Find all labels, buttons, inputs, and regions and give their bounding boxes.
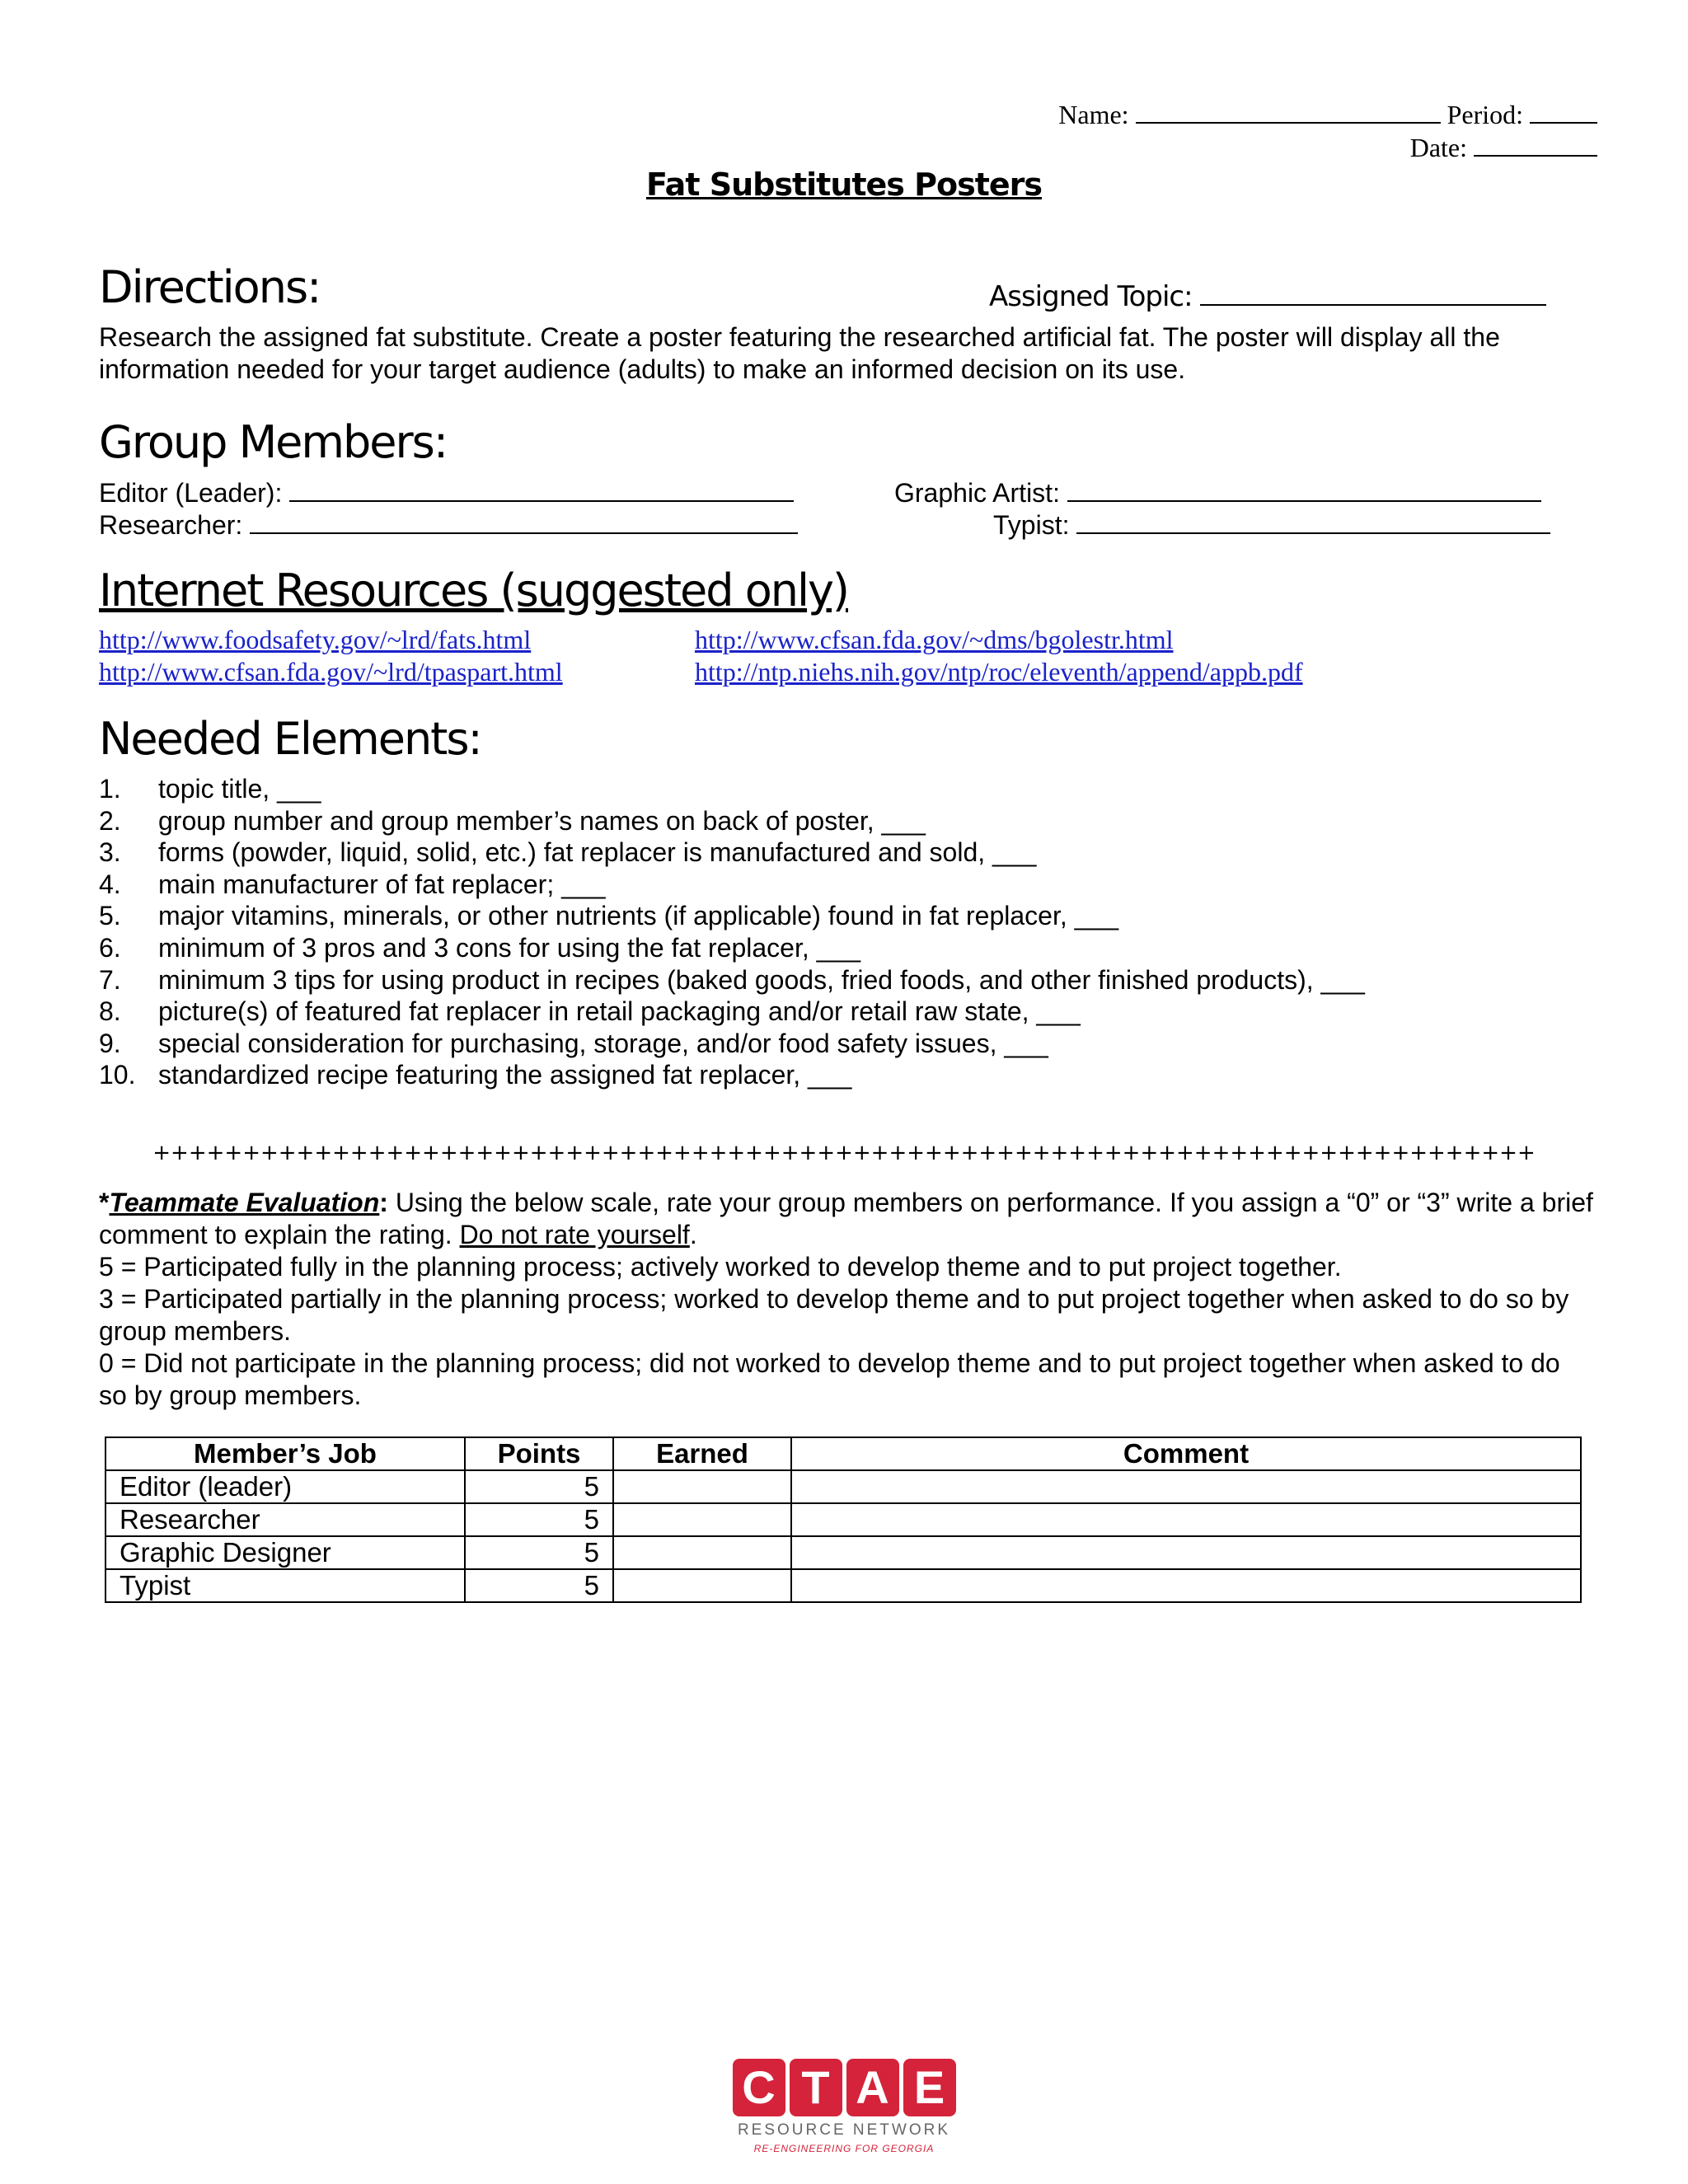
evaluation-label: Teammate Evaluation (109, 1188, 380, 1217)
list-item: 3. forms (powder, liquid, solid, etc.) fat replacer is manufactured and sold, ___ (99, 837, 1037, 868)
job-cell: Typist (106, 1569, 465, 1602)
job-cell: Graphic Designer (106, 1536, 465, 1569)
job-cell: Editor (leader) (106, 1470, 465, 1503)
job-cell: Researcher (106, 1503, 465, 1536)
table-row (106, 1470, 1581, 1503)
ctae-letter: C (733, 2059, 785, 2116)
earned-cell[interactable] (613, 1569, 791, 1602)
typist-label: Typist: (993, 510, 1070, 540)
resource-link-4[interactable]: http://ntp.niehs.nih.gov/ntp/roc/eleventh/append/appb.pdf (695, 657, 1303, 687)
typist-row (993, 508, 1550, 541)
points-cell: 5 (465, 1536, 613, 1569)
researcher-field[interactable] (250, 508, 798, 534)
earned-cell[interactable] (613, 1470, 791, 1503)
scale-3: 3 = Participated partially in the planning process; worked to develop theme and to put project together when asked to do so by group members. (99, 1284, 1569, 1346)
graphic-artist-row (894, 476, 1541, 509)
scale-0: 0 = Did not participate in the planning process; did not worked to develop theme and to put project together when asked to do so by group members. (99, 1348, 1560, 1410)
ctae-letter: T (790, 2059, 842, 2116)
assigned-topic-label: Assigned Topic: (989, 280, 1193, 313)
header-earned: Earned (613, 1437, 791, 1470)
comment-cell[interactable] (791, 1536, 1581, 1569)
list-item: 10. standardized recipe featuring the assigned fat replacer, ___ (99, 1060, 852, 1090)
ctae-letter-boxes (719, 2059, 969, 2116)
assigned-topic-field[interactable] (1200, 281, 1546, 306)
period-field[interactable] (1530, 97, 1597, 124)
page-title: Fat Substitutes Posters (645, 166, 1043, 203)
header-job: Member’s Job (106, 1437, 465, 1470)
list-item: 2. group number and group member’s names on back of poster, ___ (99, 805, 926, 836)
typist-field[interactable] (1076, 508, 1550, 534)
list-item: 5. major vitamins, minerals, or other nutrients (if applicable) found in fat replacer, ___ (99, 901, 1118, 931)
table-row (106, 1569, 1581, 1602)
comment-cell[interactable] (791, 1503, 1581, 1536)
list-item: 7. minimum 3 tips for using product in recipes (baked goods, fried foods, and other finished products), ___ (99, 964, 1365, 995)
group-members-heading: Group Members: (99, 416, 448, 468)
points-cell: 5 (465, 1569, 613, 1602)
name-period-row (1058, 97, 1597, 130)
list-item: 9. special consideration for purchasing, storage, and/or food safety issues, ___ (99, 1028, 1048, 1058)
directions-text: Research the assigned fat substitute. Create a poster featuring the researched artificial fat. The poster will display all the information needed for your target audience (adults) to make an informed decision on its use. (99, 322, 1500, 384)
evaluation-scale (99, 1251, 1595, 1412)
no-self-rating-note: Do not rate yourself (459, 1220, 690, 1249)
divider: +++++++++++++++++++++++++++++++++++++++++++++++++++++++++++++++++++++++++++++ (152, 1141, 1536, 1165)
directions-heading: Directions: (99, 261, 321, 313)
list-item: 4. main manufacturer of fat replacer; ___ (99, 869, 606, 899)
date-label: Date: (1409, 133, 1467, 162)
table-row (106, 1503, 1581, 1536)
evaluation-intro: *Teammate Evaluation: Using the below scale, rate your group members on performance. If you assign a “0” or “3” write a brief comment to explain the rating. Do not rate yourself. (99, 1188, 1593, 1249)
name-label: Name: (1058, 100, 1129, 129)
editor-field[interactable] (289, 476, 794, 502)
editor-row (99, 476, 794, 509)
list-item: 6. minimum of 3 pros and 3 cons for using the fat replacer, ___ (99, 932, 861, 963)
editor-label: Editor (Leader): (99, 478, 283, 508)
evaluation-star: * (99, 1188, 110, 1217)
table-row (106, 1536, 1581, 1569)
earned-cell[interactable] (613, 1503, 791, 1536)
points-cell: 5 (465, 1470, 613, 1503)
ctae-logo (719, 2059, 969, 2154)
date-field[interactable] (1474, 130, 1597, 157)
earned-cell[interactable] (613, 1536, 791, 1569)
ctae-resource-network: RESOURCE NETWORK (737, 2121, 951, 2139)
researcher-row (99, 508, 798, 541)
ctae-letter: A (846, 2059, 899, 2116)
needed-elements-heading: Needed Elements: (99, 713, 481, 765)
assigned-topic-row (989, 280, 1546, 313)
ctae-letter: E (903, 2059, 956, 2116)
resource-link-3[interactable]: http://www.cfsan.fda.gov/~lrd/tpaspart.html (99, 657, 563, 687)
needed-elements-list (99, 773, 1582, 1091)
graphic-artist-label: Graphic Artist: (894, 478, 1060, 508)
header-points: Points (465, 1437, 613, 1470)
comment-cell[interactable] (791, 1470, 1581, 1503)
resource-link-1[interactable]: http://www.foodsafety.gov/~lrd/fats.html (99, 625, 532, 654)
period-label: Period: (1447, 100, 1523, 129)
scale-5: 5 = Participated fully in the planning process; actively worked to develop theme and to put project together. (99, 1252, 1342, 1282)
graphic-artist-field[interactable] (1067, 476, 1541, 502)
resource-link-2[interactable]: http://www.cfsan.fda.gov/~dms/bgolestr.html (695, 625, 1174, 654)
table-header-row (106, 1437, 1581, 1470)
evaluation-table (105, 1436, 1582, 1603)
resources-heading: Internet Resources (suggested only) (99, 565, 848, 616)
list-item: 8. picture(s) of featured fat replacer in retail packaging and/or retail raw state, ___ (99, 996, 1081, 1027)
date-row (1410, 130, 1597, 163)
name-field[interactable] (1136, 97, 1441, 124)
ctae-tagline: RE-ENGINEERING FOR GEORGIA (753, 2143, 935, 2154)
researcher-label: Researcher: (99, 510, 243, 540)
header-comment: Comment (791, 1437, 1581, 1470)
points-cell: 5 (465, 1503, 613, 1536)
comment-cell[interactable] (791, 1569, 1581, 1602)
list-item: 1. topic title, ___ (99, 774, 321, 804)
